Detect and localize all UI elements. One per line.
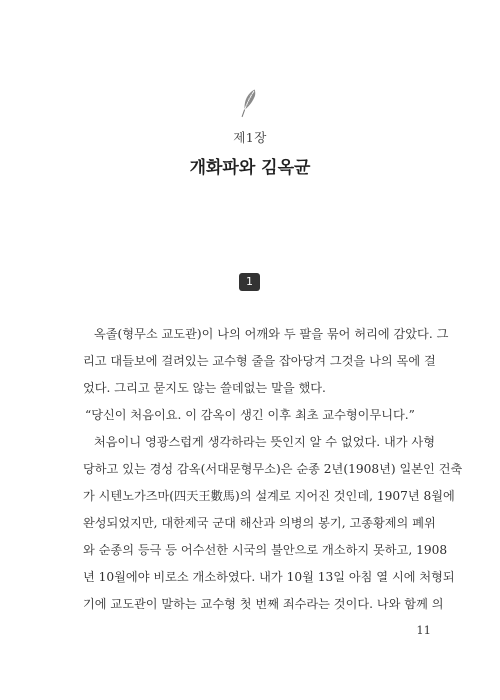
body-line: 처음이니 영광스럽게 생각하라는 뜻인지 알 수 없었다. 내가 사형 — [94, 435, 435, 449]
body-line: 완성되었지만, 대한제국 군대 해산과 의병의 봉기, 고종황제의 폐위 — [83, 516, 436, 530]
body-text — [83, 321, 463, 618]
body-line: 년 10월에야 비로소 개소하였다. 내가 10월 13일 아침 열 시에 처형되 — [83, 570, 455, 584]
chapter-title: 개화파와 김옥균 — [189, 158, 311, 178]
body-line: 기에 교도관이 말하는 교수형 첫 번째 죄수라는 것이다. 나와 함께 의 — [83, 597, 444, 611]
chapter-label: 제1장 — [233, 130, 267, 145]
body-line: 었다. 그리고 묻지도 않는 쓸데없는 말을 했다. — [83, 381, 326, 395]
body-line: 당하고 있는 경성 감옥(서대문형무소)은 순종 2년(1908년) 일본인 건축 — [83, 462, 463, 476]
body-line: 옥졸(형무소 교도관)이 나의 어깨와 두 팔을 묶어 허리에 감았다. 그 — [94, 327, 449, 341]
body-line: “당신이 처음이요. 이 감옥이 생긴 이후 최초 교수형이무니다.” — [85, 408, 415, 422]
body-line: 가 시텐노가즈마(四天王數馬)의 설계로 지어진 것인데, 1907년 8월에 — [83, 489, 455, 503]
section-number-badge: 1 — [239, 273, 260, 291]
page-number: 11 — [416, 623, 431, 637]
feather-icon — [239, 88, 261, 118]
chapter-ornament — [0, 88, 500, 122]
body-line: 와 순종의 등극 등 어수선한 시국의 불안으로 개소하지 못하고, 1908 — [83, 543, 448, 557]
body-line: 리고 대들보에 걸려있는 교수형 줄을 잡아당겨 그것을 나의 목에 걸 — [83, 354, 436, 368]
